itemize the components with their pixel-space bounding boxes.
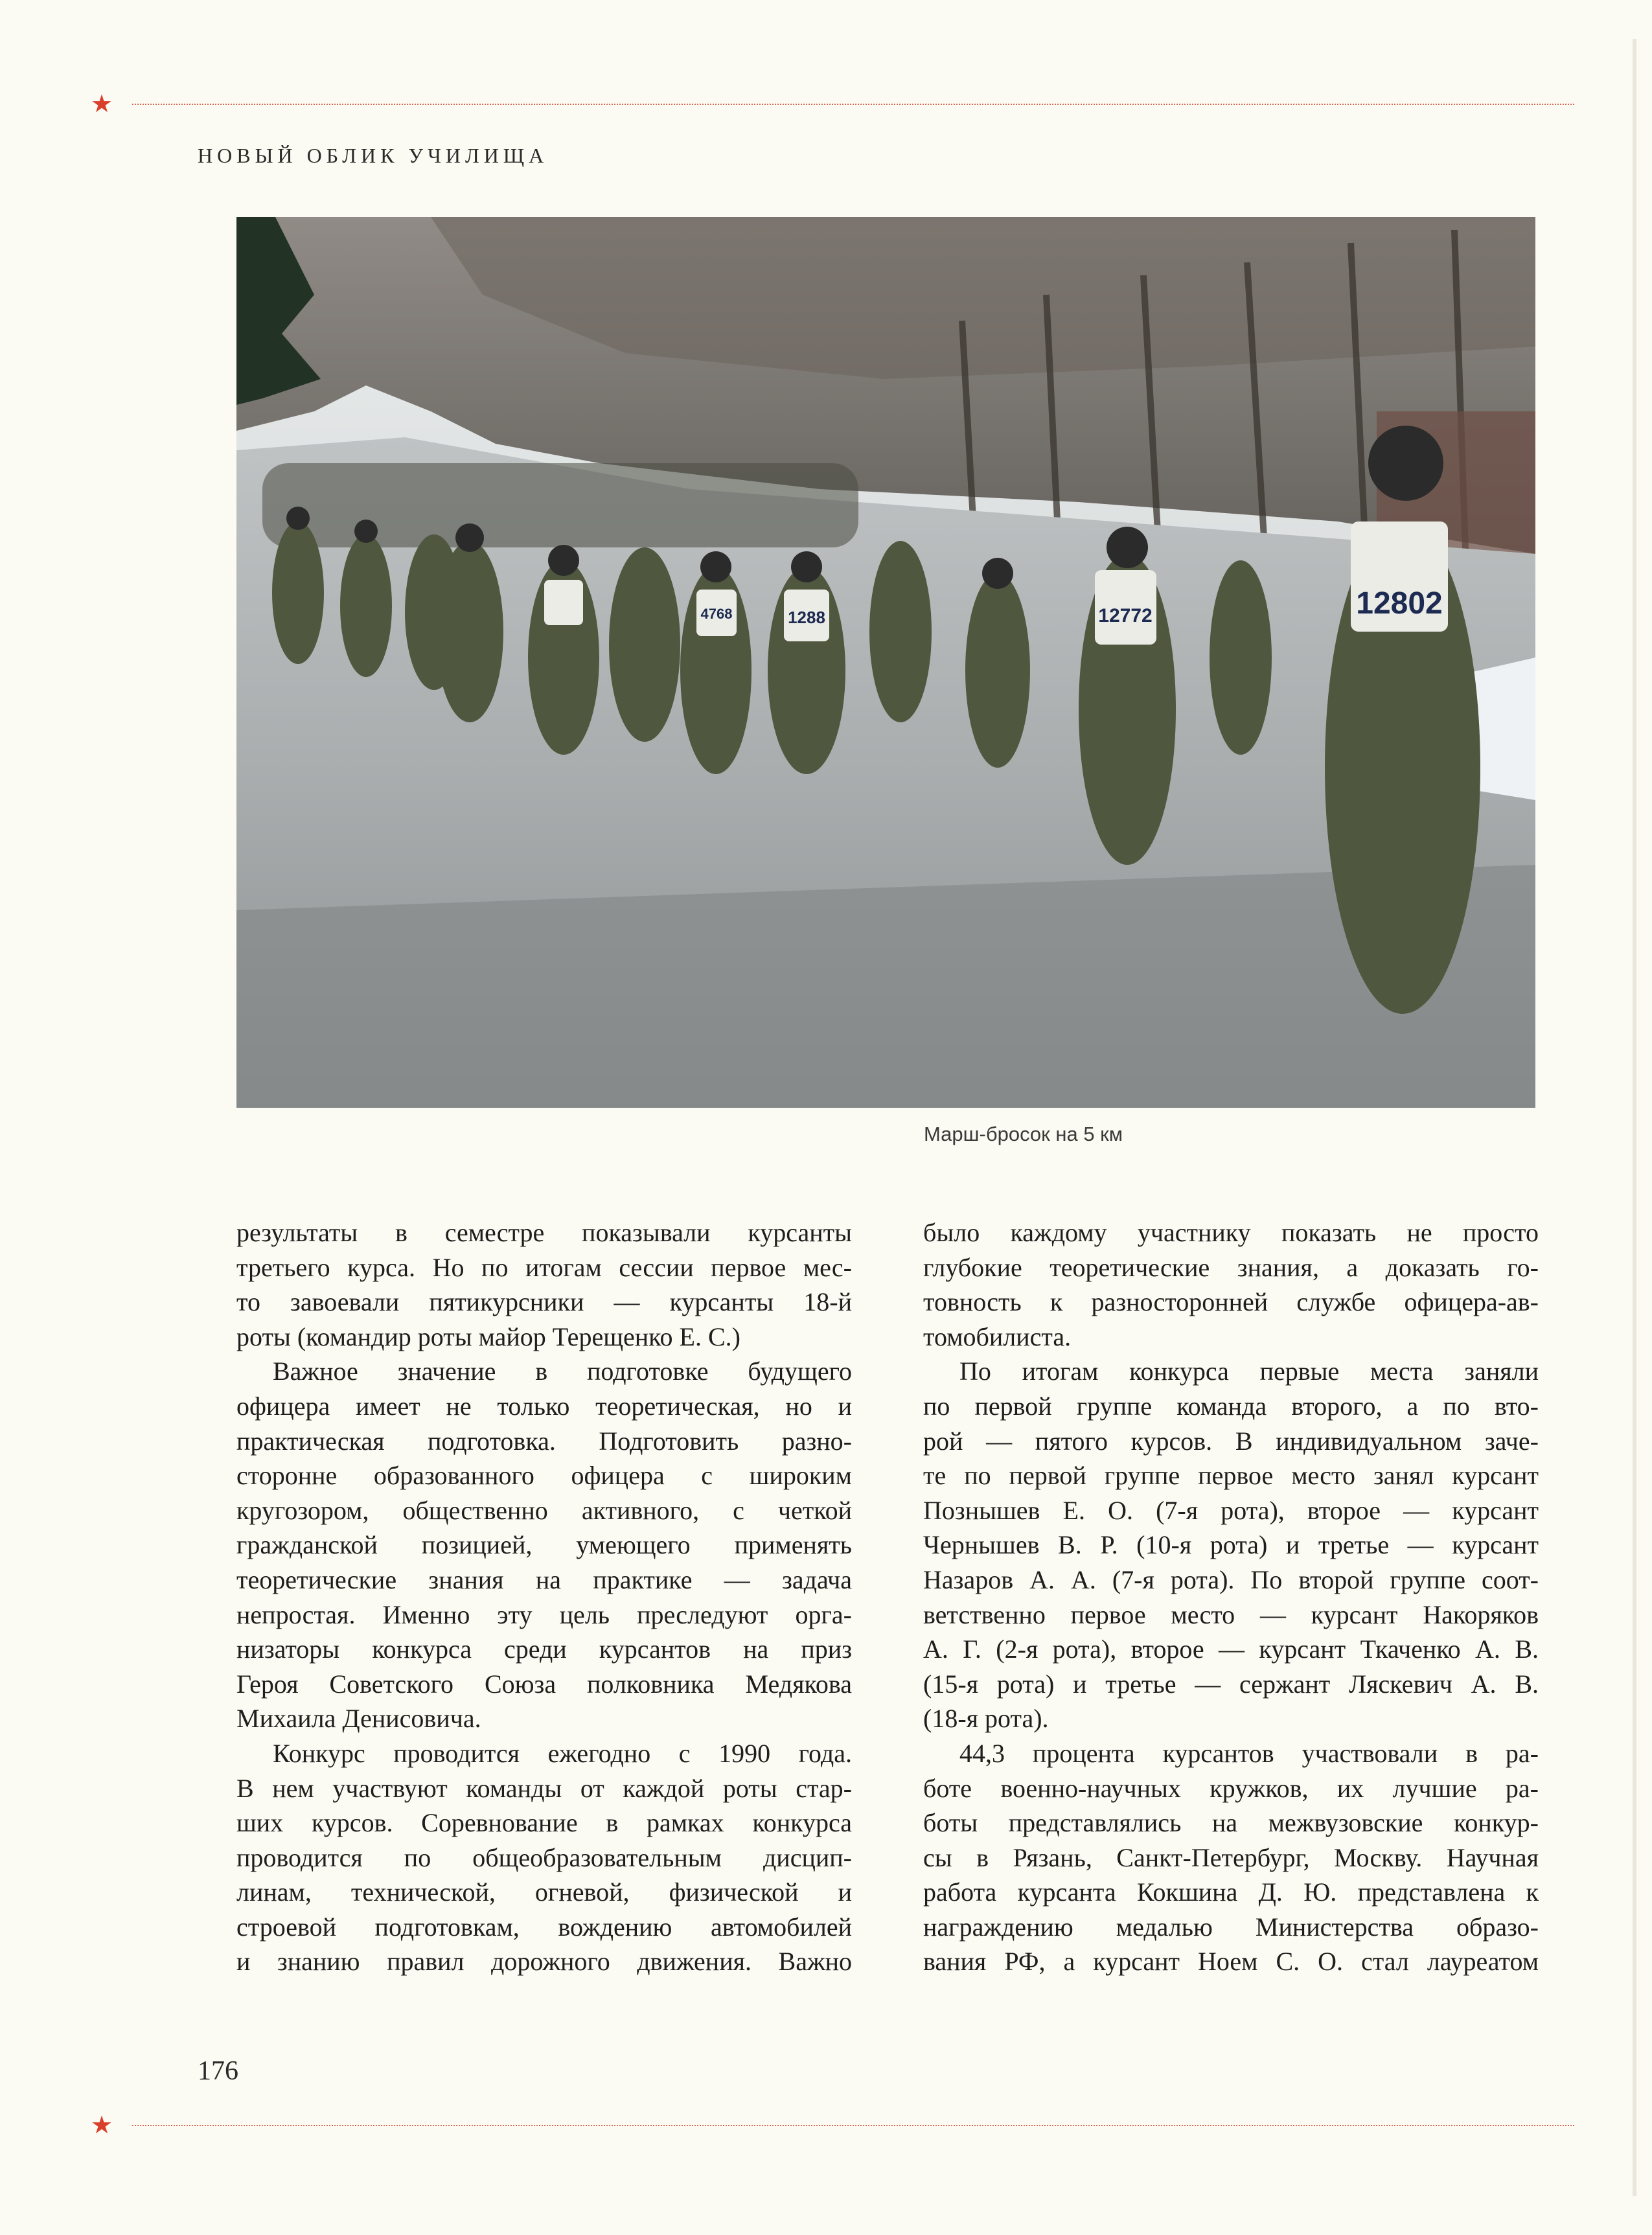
text-line: проводится по общеобразовательным дисцип-	[236, 1842, 852, 1872]
text-line: строевой подготовкам, вождению автомобилей	[236, 1912, 852, 1942]
text-line: ветственно первое место — курсант Накоряков	[923, 1599, 1539, 1629]
text-line: Назаров А. А. (7-я рота). По второй группе соот-	[923, 1564, 1539, 1594]
bib-number-12802: 12802	[1356, 586, 1443, 621]
march-photo	[236, 217, 1535, 1108]
text-line: Конкурс проводится ежегодно с 1990 года.	[273, 1738, 852, 1768]
text-line: боте военно-научных кружков, их лучшие ра-	[923, 1773, 1539, 1803]
text-line: рой — пятого курсов. В индивидуальном заче-	[923, 1426, 1539, 1456]
text-line: По итогам конкурса первые места заняли	[959, 1357, 1539, 1386]
text-line: непростая. Именно эту цель преследуют орга-	[236, 1599, 852, 1629]
text-line: линам, технической, огневой, физической и	[236, 1877, 852, 1907]
text-column-left	[236, 1215, 852, 1979]
text-line: 44,3 процента курсантов участвовали в ра-	[959, 1738, 1539, 1768]
text-line: и знанию правил дорожного движения. Важно	[236, 1947, 852, 1977]
star-icon: ★	[91, 2111, 113, 2139]
text-line: сы в Рязань, Санкт-Петербург, Москву. Научная	[923, 1842, 1539, 1872]
text-line: глубокие теоретические знания, а доказать го-	[923, 1252, 1539, 1282]
text-line: А. Г. (2-я рота), второе — курсант Ткаченко А. В.	[923, 1634, 1539, 1664]
text-line: низаторы конкурса среди курсантов на приз	[236, 1634, 852, 1664]
text-line: вания РФ, а курсант Ноем С. О. стал лауреатом	[923, 1947, 1539, 1977]
text-line: (18-я рота).	[923, 1704, 1049, 1734]
text-line: кругозором, общественно активного, с четкой	[236, 1495, 852, 1525]
text-line: Важное значение в подготовке будущего	[273, 1357, 852, 1386]
text-line: результаты в семестре показывали курсанты	[236, 1218, 852, 1247]
text-line: томобилиста.	[923, 1322, 1072, 1351]
text-line: работа курсанта Кокшина Д. Ю. представлена к	[923, 1877, 1539, 1907]
text-line: практическая подготовка. Подготовить разно-	[236, 1426, 852, 1456]
text-line: боты представлялись на межвузовские конкур-	[923, 1808, 1539, 1838]
footer-rule	[91, 2112, 1574, 2138]
dotted-rule	[132, 2125, 1574, 2126]
text-line: роты (командир роты майор Терещенко Е. С.)	[236, 1322, 740, 1351]
text-line: гражданской позицией, умеющего применять	[236, 1530, 852, 1560]
text-line: товность к разносторонней службе офицера-ав-	[923, 1287, 1539, 1317]
page-number: 176	[198, 2056, 238, 2086]
text-line: третьего курса. Но по итогам сессии первое мес-	[236, 1252, 852, 1282]
text-line: сторонне образованного офицера с широким	[236, 1461, 852, 1491]
photo-caption: Марш-бросок на 5 км	[924, 1123, 1123, 1145]
text-line: В нем участвуют команды от каждой роты стар-	[236, 1773, 852, 1803]
text-line: те по первой группе первое место занял курсант	[923, 1461, 1539, 1491]
bib-number-1288: 1288	[788, 608, 825, 627]
text-line: ших курсов. Соревнование в рамках конкурса	[236, 1808, 852, 1838]
text-line: по первой группе команда второго, а по вто-	[923, 1391, 1539, 1421]
star-icon: ★	[91, 89, 113, 118]
dotted-rule	[132, 104, 1574, 105]
text-line: награждению медалью Министерства образо-	[923, 1912, 1539, 1942]
page-edge	[1633, 39, 1636, 2196]
text-line: офицера имеет не только теоретическая, но и	[236, 1391, 852, 1421]
text-line: Михаила Денисовича.	[236, 1704, 481, 1734]
text-line: было каждому участнику показать не просто	[923, 1218, 1539, 1247]
header-rule	[91, 91, 1574, 117]
text-line: то завоевали пятикурсники — курсанты 18-й	[236, 1287, 852, 1317]
text-column-right	[923, 1215, 1539, 1979]
text-line: Чернышев В. Р. (10-я рота) и третье — курсант	[923, 1530, 1539, 1560]
text-line: (15-я рота) и третье — сержант Ляскевич А. В.	[923, 1669, 1539, 1699]
text-line: Познышев Е. О. (7-я рота), второе — курсант	[923, 1495, 1539, 1525]
bib-number-12772: 12772	[1098, 605, 1153, 626]
text-line: теоретические знания на практике — задача	[236, 1564, 852, 1594]
text-line: Героя Советского Союза полковника Медякова	[236, 1669, 852, 1699]
running-head: НОВЫЙ ОБЛИК УЧИЛИЩА	[198, 144, 549, 167]
bib-number-4768: 4768	[700, 606, 733, 622]
